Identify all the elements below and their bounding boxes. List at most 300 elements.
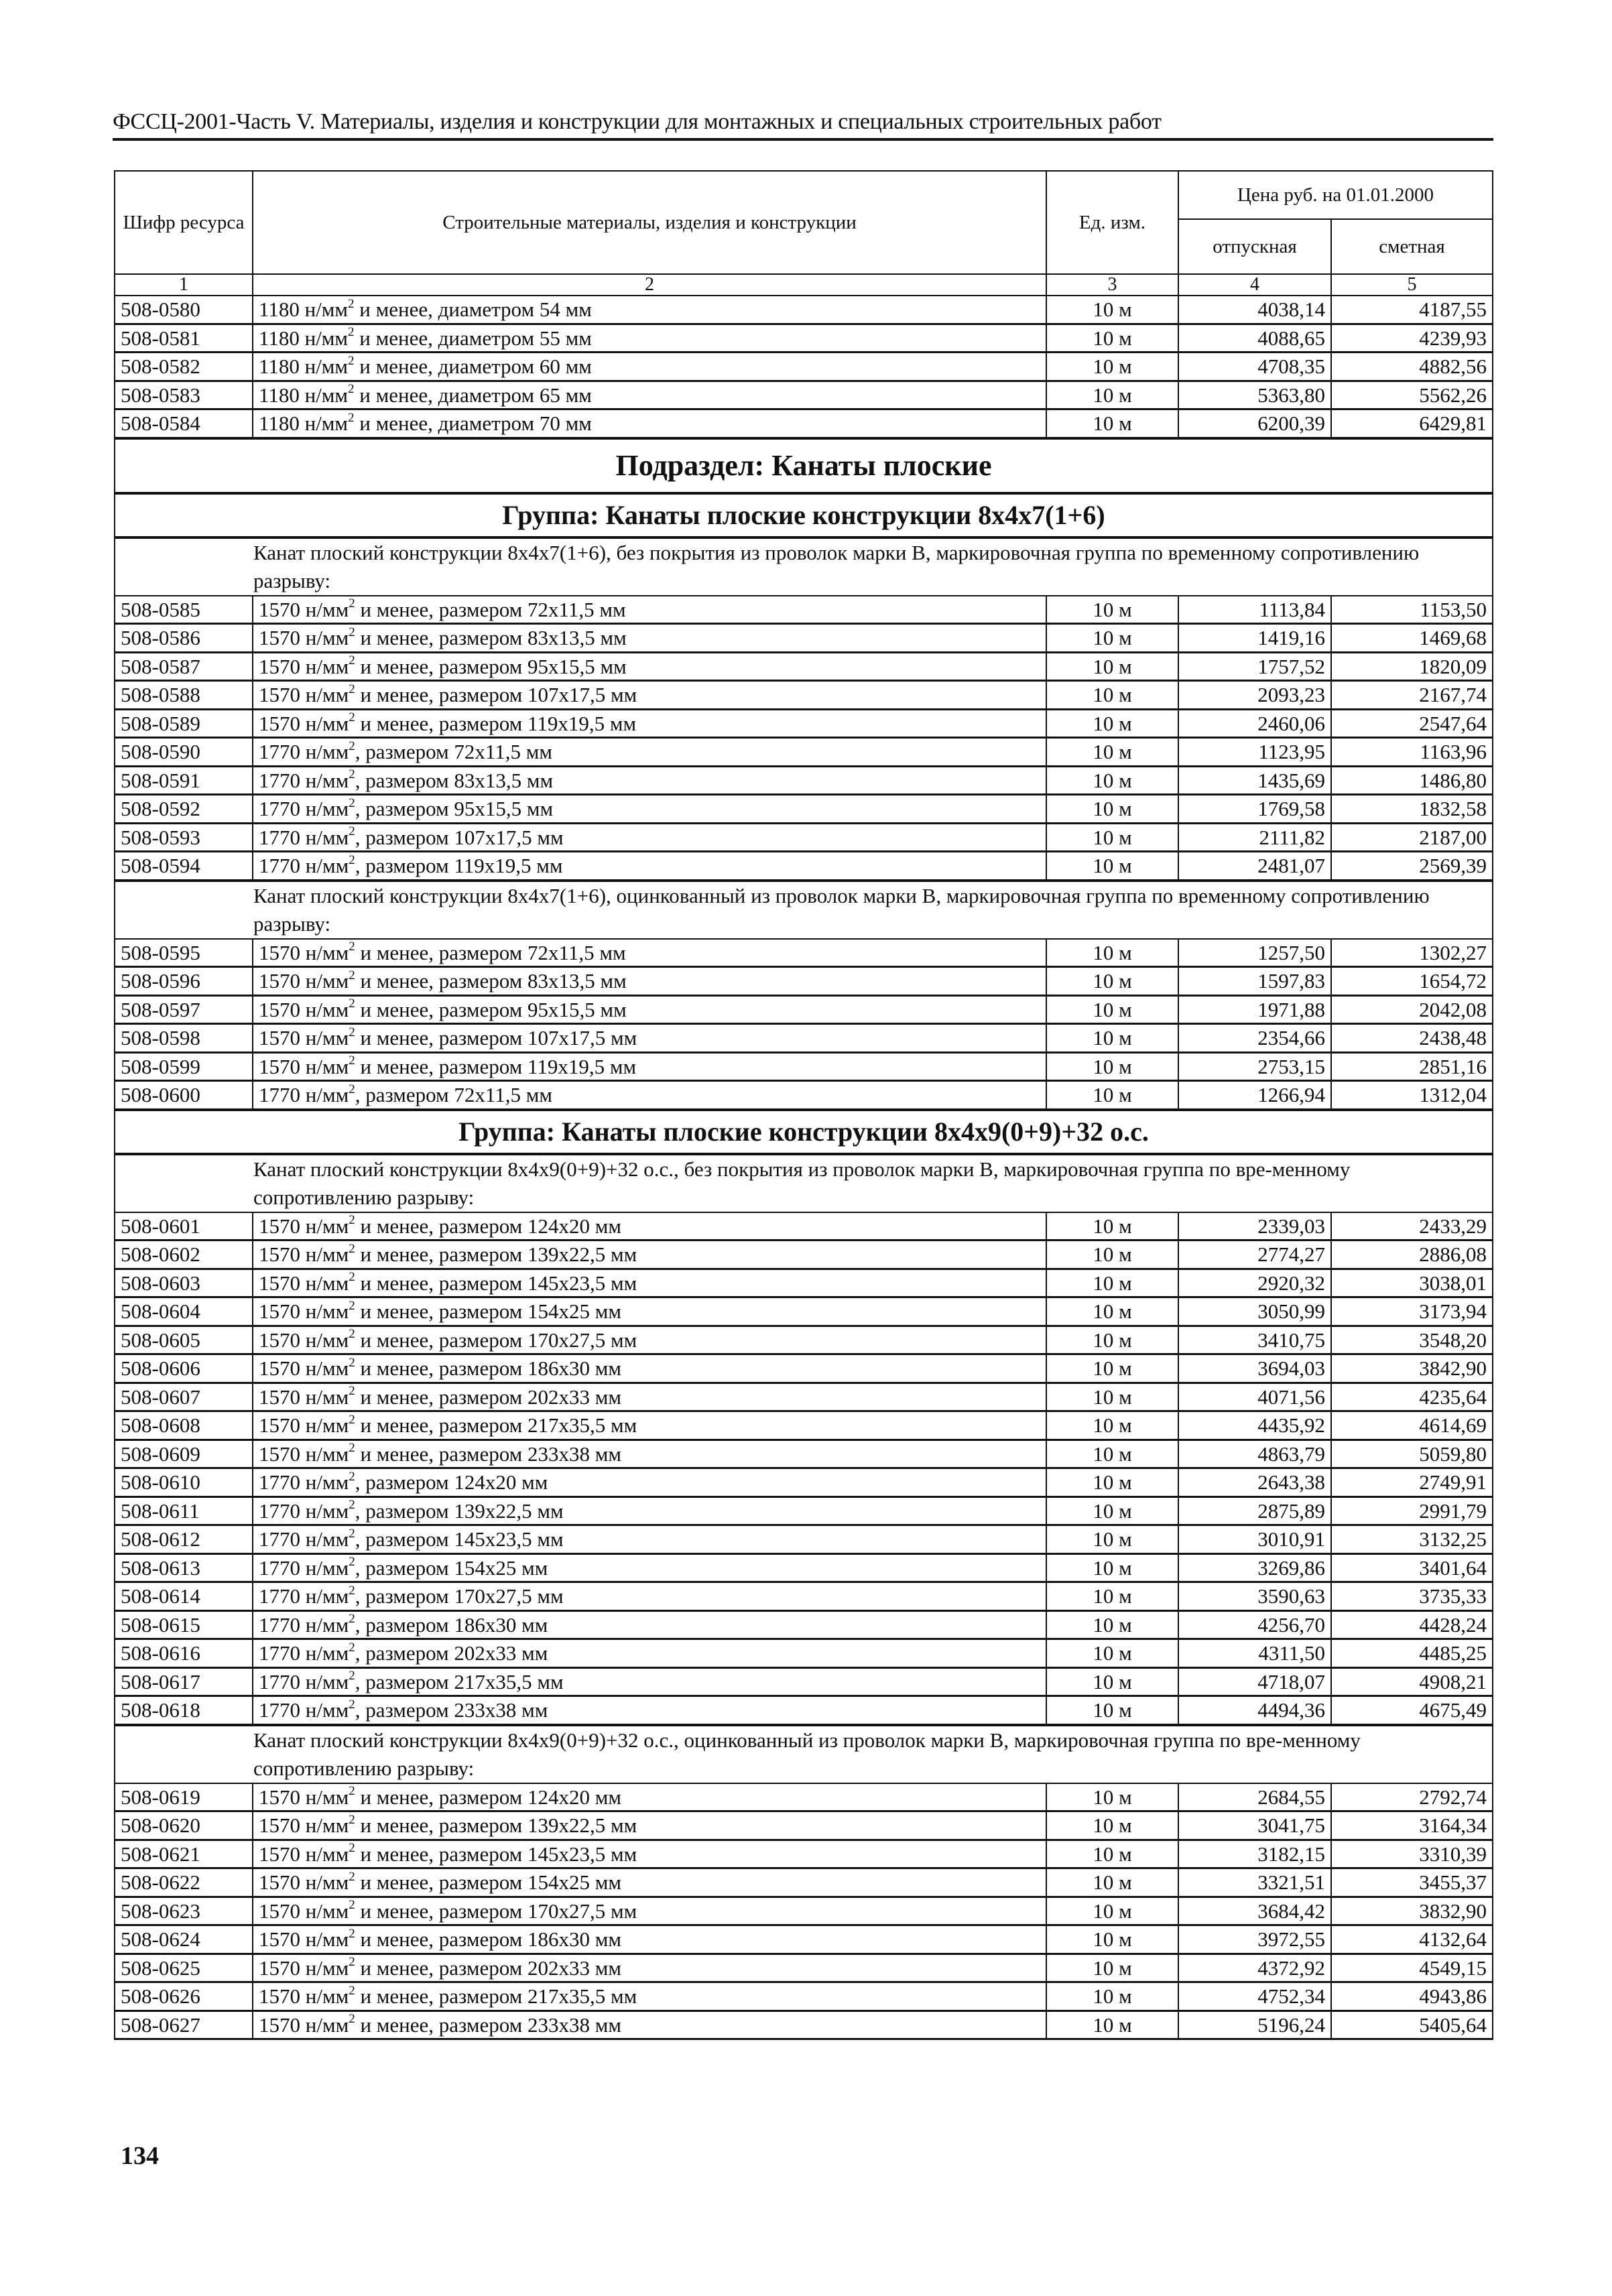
strength-value: 1570 н/мм	[259, 940, 349, 964]
price-estimate: 4485,25	[1331, 1639, 1493, 1668]
resource-code: 508-0599	[115, 1052, 253, 1081]
table-row	[115, 1354, 1493, 1383]
strength-value: 1570 н/мм	[259, 1328, 349, 1352]
material-description	[253, 1081, 1046, 1110]
material-description	[253, 296, 1046, 324]
unit: 10 м	[1046, 353, 1178, 381]
unit: 10 м	[1046, 1354, 1178, 1383]
strength-value: 1770 н/мм	[259, 1527, 349, 1551]
material-description	[253, 1811, 1046, 1840]
unit: 10 м	[1046, 1411, 1178, 1440]
material-description	[253, 1610, 1046, 1639]
table-row	[115, 1468, 1493, 1497]
resource-code: 508-0592	[115, 795, 253, 824]
price-release: 2093,23	[1178, 681, 1331, 710]
unit: 10 м	[1046, 1240, 1178, 1269]
description-rest: и менее, размером 233х38 мм	[355, 1442, 621, 1466]
superscript: 2	[349, 997, 355, 1011]
price-estimate: 3832,90	[1331, 1897, 1493, 1925]
material-description	[253, 1639, 1046, 1668]
strength-value: 1570 н/мм	[259, 654, 349, 678]
material-description	[253, 1667, 1046, 1696]
description-rest: , размером 119х19,5 мм	[355, 854, 563, 878]
table-row	[115, 1868, 1493, 1897]
description-rest: , размером 107х17,5 мм	[355, 825, 564, 849]
price-estimate: 1486,80	[1331, 766, 1493, 795]
table-row	[115, 1840, 1493, 1868]
description-rest: и менее, размером 139х22,5 мм	[355, 1813, 637, 1838]
strength-value: 1570 н/мм	[259, 1214, 349, 1238]
superscript: 2	[349, 1955, 355, 1970]
material-description	[253, 823, 1046, 852]
superscript: 2	[349, 1498, 355, 1513]
group-note: Канат плоский конструкции 8х4х7(1+6), без покрытия из проволок марки В, маркировочная группа по временному сопротивлению разрыву:	[115, 537, 1493, 596]
resource-code: 508-0603	[115, 1269, 253, 1297]
description-rest: , размером 72х11,5 мм	[355, 1083, 552, 1107]
unit: 10 м	[1046, 1667, 1178, 1696]
group-title: Группа: Канаты плоские конструкции 8х4х7(1+6)	[115, 493, 1493, 537]
description-rest: и менее, размером 170х27,5 мм	[355, 1328, 637, 1352]
price-estimate: 2886,08	[1331, 1240, 1493, 1269]
header-price-group: Цена руб. на 01.01.2000	[1178, 171, 1493, 219]
unit: 10 м	[1046, 1326, 1178, 1354]
material-description	[253, 624, 1046, 653]
description-rest: и менее, диаметром 60 мм	[354, 355, 592, 379]
resource-code: 508-0627	[115, 2011, 253, 2039]
description-rest: и менее, размером 145х23,5 мм	[355, 1271, 637, 1295]
strength-value: 1770 н/мм	[259, 1555, 349, 1580]
price-release: 2481,07	[1178, 852, 1331, 881]
group-note: Канат плоский конструкции 8х4х9(0+9)+32 о.с., без покрытия из проволок марки В, маркировочная группа по вре-менному сопротивлению разрыву:	[115, 1154, 1493, 1212]
strength-value: 1770 н/мм	[259, 768, 349, 792]
description-rest: и менее, размером 217х35,5 мм	[355, 1984, 637, 2008]
resource-code: 508-0621	[115, 1840, 253, 1868]
table-row	[115, 1610, 1493, 1639]
price-release: 2753,15	[1178, 1052, 1331, 1081]
material-description	[253, 709, 1046, 738]
material-description	[253, 1868, 1046, 1897]
strength-value: 1770 н/мм	[259, 1641, 349, 1665]
description-rest: и менее, диаметром 54 мм	[354, 298, 592, 322]
price-estimate: 2433,29	[1331, 1212, 1493, 1240]
price-estimate: 2167,74	[1331, 681, 1493, 710]
unit: 10 м	[1046, 1954, 1178, 1982]
price-estimate: 2438,48	[1331, 1024, 1493, 1053]
price-estimate: 3548,20	[1331, 1326, 1493, 1354]
description-rest: и менее, размером 107х17,5 мм	[355, 683, 637, 707]
price-release: 1757,52	[1178, 652, 1331, 681]
description-rest: и менее, диаметром 55 мм	[354, 326, 592, 350]
material-description	[253, 995, 1046, 1024]
superscript: 2	[349, 1898, 355, 1913]
resource-code: 508-0584	[115, 409, 253, 438]
price-estimate: 1153,50	[1331, 596, 1493, 624]
group-title-row	[115, 493, 1493, 537]
description-rest: и менее, размером 145х23,5 мм	[355, 1842, 637, 1866]
price-estimate: 4943,86	[1331, 1982, 1493, 2011]
unit: 10 м	[1046, 1383, 1178, 1411]
price-estimate: 3132,25	[1331, 1525, 1493, 1554]
table-row	[115, 709, 1493, 738]
price-estimate: 4549,15	[1331, 1954, 1493, 1982]
table-row	[115, 1496, 1493, 1525]
unit: 10 м	[1046, 1081, 1178, 1110]
price-estimate: 4428,24	[1331, 1610, 1493, 1639]
description-rest: и менее, размером 186х30 мм	[355, 1356, 621, 1381]
superscript: 2	[349, 1583, 355, 1598]
unit: 10 м	[1046, 766, 1178, 795]
header-description: Строительные материалы, изделия и конструкции	[253, 171, 1046, 274]
group-note-row	[115, 537, 1493, 596]
price-release: 4038,14	[1178, 296, 1331, 324]
resource-code: 508-0594	[115, 852, 253, 881]
superscript: 2	[349, 682, 355, 696]
unit: 10 м	[1046, 1868, 1178, 1897]
description-rest: и менее, диаметром 70 мм	[354, 411, 592, 436]
material-description	[253, 1783, 1046, 1811]
description-rest: , размером 202х33 мм	[355, 1641, 548, 1665]
table-row	[115, 1639, 1493, 1668]
description-rest: и менее, размером 186х30 мм	[355, 1927, 621, 1952]
resource-code: 508-0624	[115, 1925, 253, 1954]
superscript: 2	[349, 1384, 355, 1399]
description-rest: и менее, размером 170х27,5 мм	[355, 1899, 637, 1923]
material-description	[253, 1354, 1046, 1383]
resource-code: 508-0618	[115, 1696, 253, 1725]
price-release: 2460,06	[1178, 709, 1331, 738]
price-estimate: 2749,91	[1331, 1468, 1493, 1497]
unit: 10 м	[1046, 995, 1178, 1024]
table-row	[115, 1982, 1493, 2011]
resource-code: 508-0602	[115, 1240, 253, 1269]
description-rest: , размером 83х13,5 мм	[355, 768, 554, 792]
unit: 10 м	[1046, 652, 1178, 681]
table-row	[115, 823, 1493, 852]
price-estimate: 4235,64	[1331, 1383, 1493, 1411]
material-description	[253, 2011, 1046, 2039]
material-description	[253, 1525, 1046, 1554]
header-price-release: отпускная	[1178, 219, 1331, 274]
unit: 10 м	[1046, 1840, 1178, 1868]
unit: 10 м	[1046, 795, 1178, 824]
strength-value: 1570 н/мм	[259, 997, 349, 1021]
unit: 10 м	[1046, 1610, 1178, 1639]
column-number: 1	[115, 274, 253, 296]
price-release: 3269,86	[1178, 1553, 1331, 1582]
unit: 10 м	[1046, 1496, 1178, 1525]
unit: 10 м	[1046, 1925, 1178, 1954]
strength-value: 1770 н/мм	[259, 1612, 349, 1637]
material-description	[253, 596, 1046, 624]
strength-value: 1570 н/мм	[259, 1413, 349, 1438]
superscript: 2	[349, 1812, 355, 1827]
price-estimate: 4614,69	[1331, 1411, 1493, 1440]
price-estimate: 2569,39	[1331, 852, 1493, 881]
strength-value: 1570 н/мм	[259, 1984, 349, 2008]
description-rest: и менее, размером 119х19,5 мм	[355, 711, 637, 735]
description-rest: , размером 217х35,5 мм	[355, 1669, 564, 1694]
strength-value: 1770 н/мм	[259, 1470, 349, 1494]
superscript: 2	[349, 1241, 355, 1256]
description-rest: , размером 170х27,5 мм	[355, 1584, 564, 1608]
price-release: 3010,91	[1178, 1525, 1331, 1554]
unit: 10 м	[1046, 1897, 1178, 1925]
price-estimate: 3842,90	[1331, 1354, 1493, 1383]
unit: 10 м	[1046, 1468, 1178, 1497]
resource-code: 508-0604	[115, 1297, 253, 1326]
unit: 10 м	[1046, 596, 1178, 624]
strength-value: 1180 н/мм	[259, 355, 349, 379]
group-note-row	[115, 1154, 1493, 1212]
material-description	[253, 1696, 1046, 1725]
description-rest: , размером 72х11,5 мм	[355, 740, 552, 764]
header-price-estimate: сметная	[1331, 219, 1493, 274]
material-description	[253, 1982, 1046, 2011]
price-estimate: 5059,80	[1331, 1440, 1493, 1468]
price-estimate: 4908,21	[1331, 1667, 1493, 1696]
material-description	[253, 381, 1046, 409]
column-number: 4	[1178, 274, 1331, 296]
strength-value: 1180 н/мм	[259, 326, 349, 350]
description-rest: и менее, размером 83х13,5 мм	[355, 969, 627, 993]
strength-value: 1570 н/мм	[259, 1026, 349, 1050]
table-row	[115, 1525, 1493, 1554]
description-rest: и менее, размером 154х25 мм	[355, 1299, 621, 1324]
strength-value: 1570 н/мм	[259, 1927, 349, 1952]
price-estimate: 2792,74	[1331, 1783, 1493, 1811]
resource-code: 508-0591	[115, 766, 253, 795]
strength-value: 1570 н/мм	[259, 1785, 349, 1809]
strength-value: 1570 н/мм	[259, 969, 349, 993]
price-release: 3050,99	[1178, 1297, 1331, 1326]
superscript: 2	[349, 1841, 355, 1856]
strength-value: 1770 н/мм	[259, 1498, 349, 1523]
unit: 10 м	[1046, 852, 1178, 881]
resource-code: 508-0613	[115, 1553, 253, 1582]
resource-code: 508-0623	[115, 1897, 253, 1925]
material-description	[253, 1582, 1046, 1611]
price-release: 1266,94	[1178, 1081, 1331, 1110]
material-description	[253, 1326, 1046, 1354]
resource-code: 508-0609	[115, 1440, 253, 1468]
strength-value: 1570 н/мм	[259, 683, 349, 707]
material-description	[253, 1440, 1046, 1468]
table-row	[115, 1783, 1493, 1811]
price-estimate: 1163,96	[1331, 738, 1493, 767]
material-description	[253, 1024, 1046, 1053]
price-release: 3972,55	[1178, 1925, 1331, 1954]
column-number: 2	[253, 274, 1046, 296]
description-rest: и менее, размером 202х33 мм	[355, 1385, 621, 1409]
description-rest: и менее, размером 72х11,5 мм	[355, 940, 626, 964]
price-estimate: 2187,00	[1331, 823, 1493, 852]
price-release: 4071,56	[1178, 1383, 1331, 1411]
table-row	[115, 1897, 1493, 1925]
resource-code: 508-0600	[115, 1081, 253, 1110]
unit: 10 м	[1046, 1440, 1178, 1468]
superscript: 2	[349, 1640, 355, 1655]
description-rest: , размером 139х22,5 мм	[355, 1498, 564, 1523]
description-rest: , размером 124х20 мм	[355, 1470, 548, 1494]
strength-value: 1570 н/мм	[259, 597, 349, 621]
unit: 10 м	[1046, 1525, 1178, 1554]
resource-code: 508-0583	[115, 381, 253, 409]
price-release: 2339,03	[1178, 1212, 1331, 1240]
unit: 10 м	[1046, 1269, 1178, 1297]
price-estimate: 1469,68	[1331, 624, 1493, 653]
strength-value: 1570 н/мм	[259, 1385, 349, 1409]
price-estimate: 4675,49	[1331, 1696, 1493, 1725]
strength-value: 1770 н/мм	[259, 1083, 349, 1107]
group-note-row	[115, 1725, 1493, 1783]
price-release: 4752,34	[1178, 1982, 1331, 2011]
superscript: 2	[348, 296, 355, 311]
resource-code: 508-0588	[115, 681, 253, 710]
price-release: 2920,32	[1178, 1269, 1331, 1297]
superscript: 2	[349, 710, 355, 725]
resource-code: 508-0614	[115, 1582, 253, 1611]
price-estimate: 2851,16	[1331, 1052, 1493, 1081]
table-row	[115, 409, 1493, 438]
price-release: 3041,75	[1178, 1811, 1331, 1840]
header-code: Шифр ресурса	[115, 171, 253, 274]
superscript: 2	[348, 325, 355, 340]
strength-value: 1570 н/мм	[259, 2013, 349, 2037]
material-description	[253, 852, 1046, 881]
table-body	[115, 296, 1493, 2039]
description-rest: и менее, диаметром 65 мм	[354, 383, 592, 407]
resource-code: 508-0607	[115, 1383, 253, 1411]
superscript: 2	[349, 739, 355, 753]
price-release: 1435,69	[1178, 766, 1331, 795]
price-release: 3410,75	[1178, 1326, 1331, 1354]
material-description	[253, 939, 1046, 967]
superscript: 2	[348, 353, 355, 368]
superscript: 2	[349, 1270, 355, 1285]
resource-code: 508-0620	[115, 1811, 253, 1840]
resource-code: 508-0610	[115, 1468, 253, 1497]
material-description	[253, 1411, 1046, 1440]
material-description	[253, 1553, 1046, 1582]
resource-code: 508-0608	[115, 1411, 253, 1440]
price-estimate: 4132,64	[1331, 1925, 1493, 1954]
group-title: Группа: Канаты плоские конструкции 8х4х9(0+9)+32 о.с.	[115, 1110, 1493, 1154]
strength-value: 1570 н/мм	[259, 1870, 349, 1895]
unit: 10 м	[1046, 939, 1178, 967]
strength-value: 1570 н/мм	[259, 711, 349, 735]
price-release: 4708,35	[1178, 353, 1331, 381]
unit: 10 м	[1046, 1639, 1178, 1668]
superscript: 2	[349, 1412, 355, 1427]
table-row	[115, 766, 1493, 795]
superscript: 2	[349, 767, 355, 782]
table-row	[115, 1411, 1493, 1440]
resource-code: 508-0605	[115, 1326, 253, 1354]
price-release: 4311,50	[1178, 1639, 1331, 1668]
price-release: 3694,03	[1178, 1354, 1331, 1383]
superscript: 2	[349, 1082, 355, 1096]
description-rest: и менее, размером 154х25 мм	[355, 1870, 621, 1895]
price-release: 1419,16	[1178, 624, 1331, 653]
superscript: 2	[349, 1298, 355, 1313]
resource-code: 508-0585	[115, 596, 253, 624]
description-rest: и менее, размером 233х38 мм	[355, 2013, 621, 2037]
table-row	[115, 1667, 1493, 1696]
table-row	[115, 738, 1493, 767]
material-description	[253, 766, 1046, 795]
superscript: 2	[349, 1025, 355, 1039]
resource-code: 508-0617	[115, 1667, 253, 1696]
table-row	[115, 353, 1493, 381]
material-description	[253, 1052, 1046, 1081]
table-row	[115, 2011, 1493, 2039]
description-rest: , размером 154х25 мм	[355, 1555, 548, 1580]
table-row	[115, 324, 1493, 353]
superscript: 2	[349, 1612, 355, 1627]
unit: 10 м	[1046, 709, 1178, 738]
unit: 10 м	[1046, 324, 1178, 353]
resource-code: 508-0601	[115, 1212, 253, 1240]
material-description	[253, 409, 1046, 438]
strength-value: 1770 н/мм	[259, 825, 349, 849]
superscript: 2	[349, 1054, 355, 1068]
strength-value: 1770 н/мм	[259, 1669, 349, 1694]
resource-code: 508-0590	[115, 738, 253, 767]
price-release: 4372,92	[1178, 1954, 1331, 1982]
price-release: 1123,95	[1178, 738, 1331, 767]
table-row	[115, 652, 1493, 681]
table-row	[115, 1582, 1493, 1611]
superscript: 2	[349, 1327, 355, 1342]
price-estimate: 4239,93	[1331, 324, 1493, 353]
resource-code: 508-0612	[115, 1525, 253, 1554]
table-row	[115, 1212, 1493, 1240]
price-release: 4718,07	[1178, 1667, 1331, 1696]
resource-code: 508-0589	[115, 709, 253, 738]
price-estimate: 5405,64	[1331, 2011, 1493, 2039]
superscript: 2	[349, 940, 355, 954]
unit: 10 м	[1046, 681, 1178, 710]
price-estimate: 3455,37	[1331, 1868, 1493, 1897]
strength-value: 1770 н/мм	[259, 854, 349, 878]
group-note: Канат плоский конструкции 8х4х9(0+9)+32 о.с., оцинкованный из проволок марки В, маркировочная группа по вре-менному сопротивлению разрыву:	[115, 1725, 1493, 1783]
price-release: 2354,66	[1178, 1024, 1331, 1053]
strength-value: 1570 н/мм	[259, 1242, 349, 1267]
resource-code: 508-0582	[115, 353, 253, 381]
price-estimate: 1820,09	[1331, 652, 1493, 681]
superscript: 2	[349, 1697, 355, 1712]
description-rest: и менее, размером 107х17,5 мм	[355, 1026, 637, 1050]
price-estimate: 5562,26	[1331, 381, 1493, 409]
superscript: 2	[349, 852, 355, 867]
resource-code: 508-0598	[115, 1024, 253, 1053]
price-estimate: 1832,58	[1331, 795, 1493, 824]
superscript: 2	[348, 382, 355, 397]
description-rest: и менее, размером 124х20 мм	[355, 1785, 621, 1809]
unit: 10 м	[1046, 1297, 1178, 1326]
superscript: 2	[349, 1869, 355, 1884]
strength-value: 1570 н/мм	[259, 1899, 349, 1923]
price-release: 4088,65	[1178, 324, 1331, 353]
table-row	[115, 296, 1493, 324]
price-estimate: 4882,56	[1331, 353, 1493, 381]
superscript: 2	[349, 1784, 355, 1799]
superscript: 2	[349, 1526, 355, 1541]
price-release: 2111,82	[1178, 823, 1331, 852]
unit: 10 м	[1046, 1811, 1178, 1840]
description-rest: и менее, размером 217х35,5 мм	[355, 1413, 637, 1438]
resource-code: 508-0626	[115, 1982, 253, 2011]
